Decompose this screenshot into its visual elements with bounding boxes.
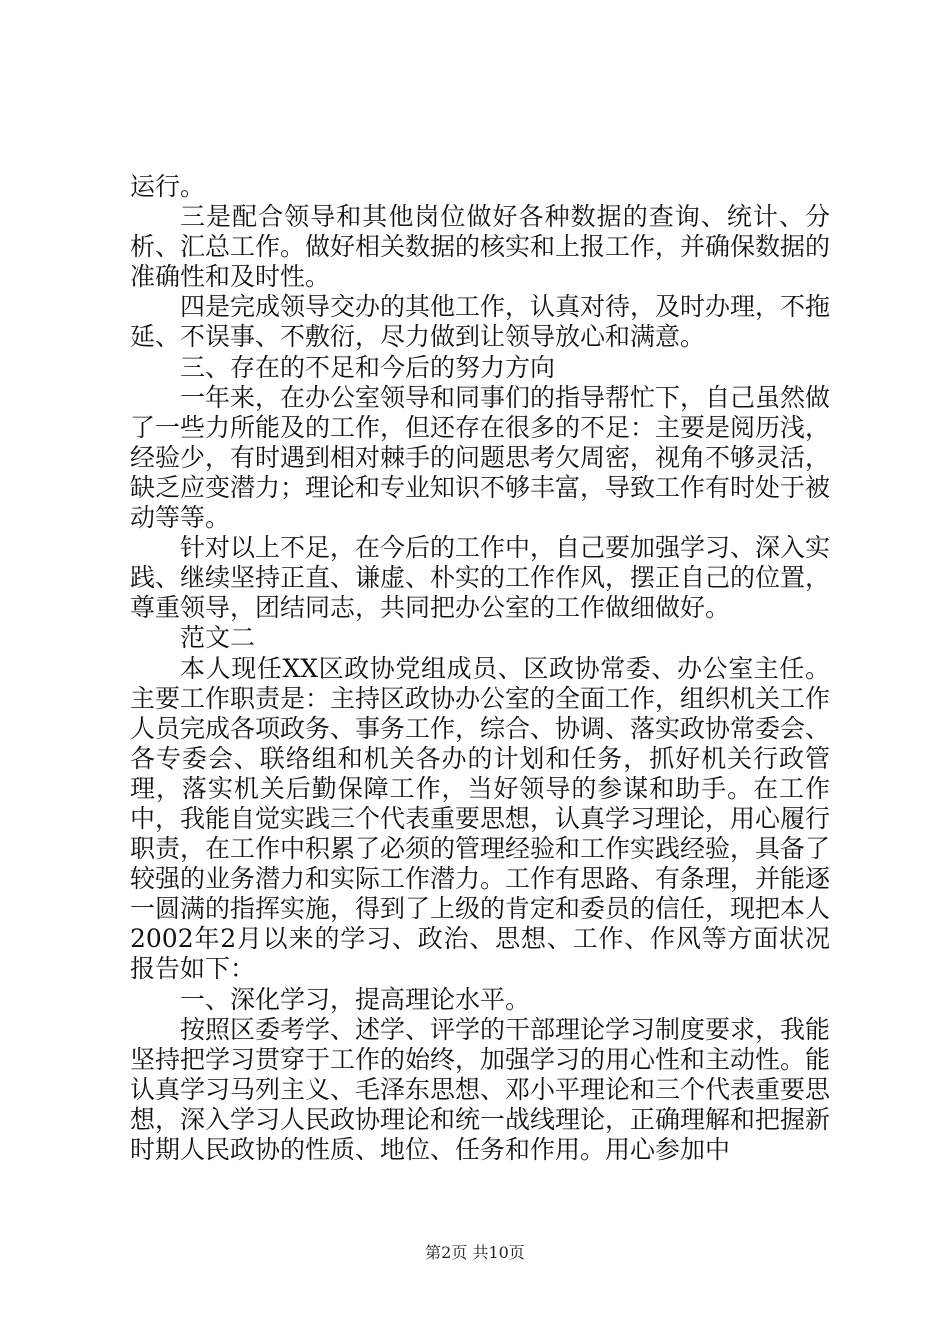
paragraph-3: 四是完成领导交办的其他工作，认真对待，及时办理，不拖延、不误事、不敷衍，尽力做到让领导放心和满意。 (130, 292, 831, 352)
section-heading-3: 三、存在的不足和今后的努力方向 (180, 352, 556, 382)
paragraph-6: 针对以上不足，在今后的工作中，自己要加强学习、深入实践、继续坚持正直、谦虚、朴实的工作作风，摆正自己的位置，尊重领导，团结同志，共同把办公室的工作做细做好。 (130, 533, 831, 623)
paragraph-2: 三是配合领导和其他岗位做好各种数据的查询、统计、分析、汇总工作。做好相关数据的核实和上报工作，并确保数据的准确性和及时性。 (130, 202, 831, 292)
paragraph-8: 本人现任XX区政协党组成员、区政协常委、办公室主任。主要工作职责是：主持区政协办公室的全面工作，组织机关工作人员完成各项政务、事务工作，综合、协调、落实政协常委会、各专委会、联络组和机关各办的计划和任务，抓好机关行政管理，落实机关后勤保障工作，当好领导的参谋和助手。在工作中，我能自觉实践三个代表重要思想，认真学习理论，用心履行职责，在工作中积累了必须的管理经验和工作实践经验，具备了较强的业务潜力和实际工作潜力。工作有思路、有条理，并能逐一圆满的指挥实施，得到了上级的肯定和委员的信任，现把本人2002年2月以来的学习、政治、思想、工作、作风等方面状况报告如下： (130, 653, 831, 984)
document-body (130, 172, 830, 1165)
page-footer: 第2页 共10页 (425, 1243, 525, 1262)
sample-heading-2: 范文二 (180, 623, 256, 653)
section-heading-1: 一、深化学习，提高理论水平。 (180, 984, 531, 1014)
paragraph-10: 按照区委考学、述学、评学的干部理论学习制度要求，我能坚持把学习贯穿于工作的始终，加强学习的用心性和主动性。能认真学习马列主义、毛泽东思想、邓小平理论和三个代表重要思想，深入学习人民政协理论和统一战线理论，正确理解和把握新时期人民政协的性质、地位、任务和作用。用心参加中 (130, 1014, 831, 1164)
paragraph-5: 一年来，在办公室领导和同事们的指导帮忙下，自己虽然做了一些力所能及的工作，但还存在很多的不足：主要是阅历浅，经验少，有时遇到相对棘手的问题思考欠周密，视角不够灵活，缺乏应变潜力；理论和专业知识不够丰富，导致工作有时处于被动等等。 (130, 382, 831, 533)
paragraph-1: 运行。 (130, 172, 206, 201)
